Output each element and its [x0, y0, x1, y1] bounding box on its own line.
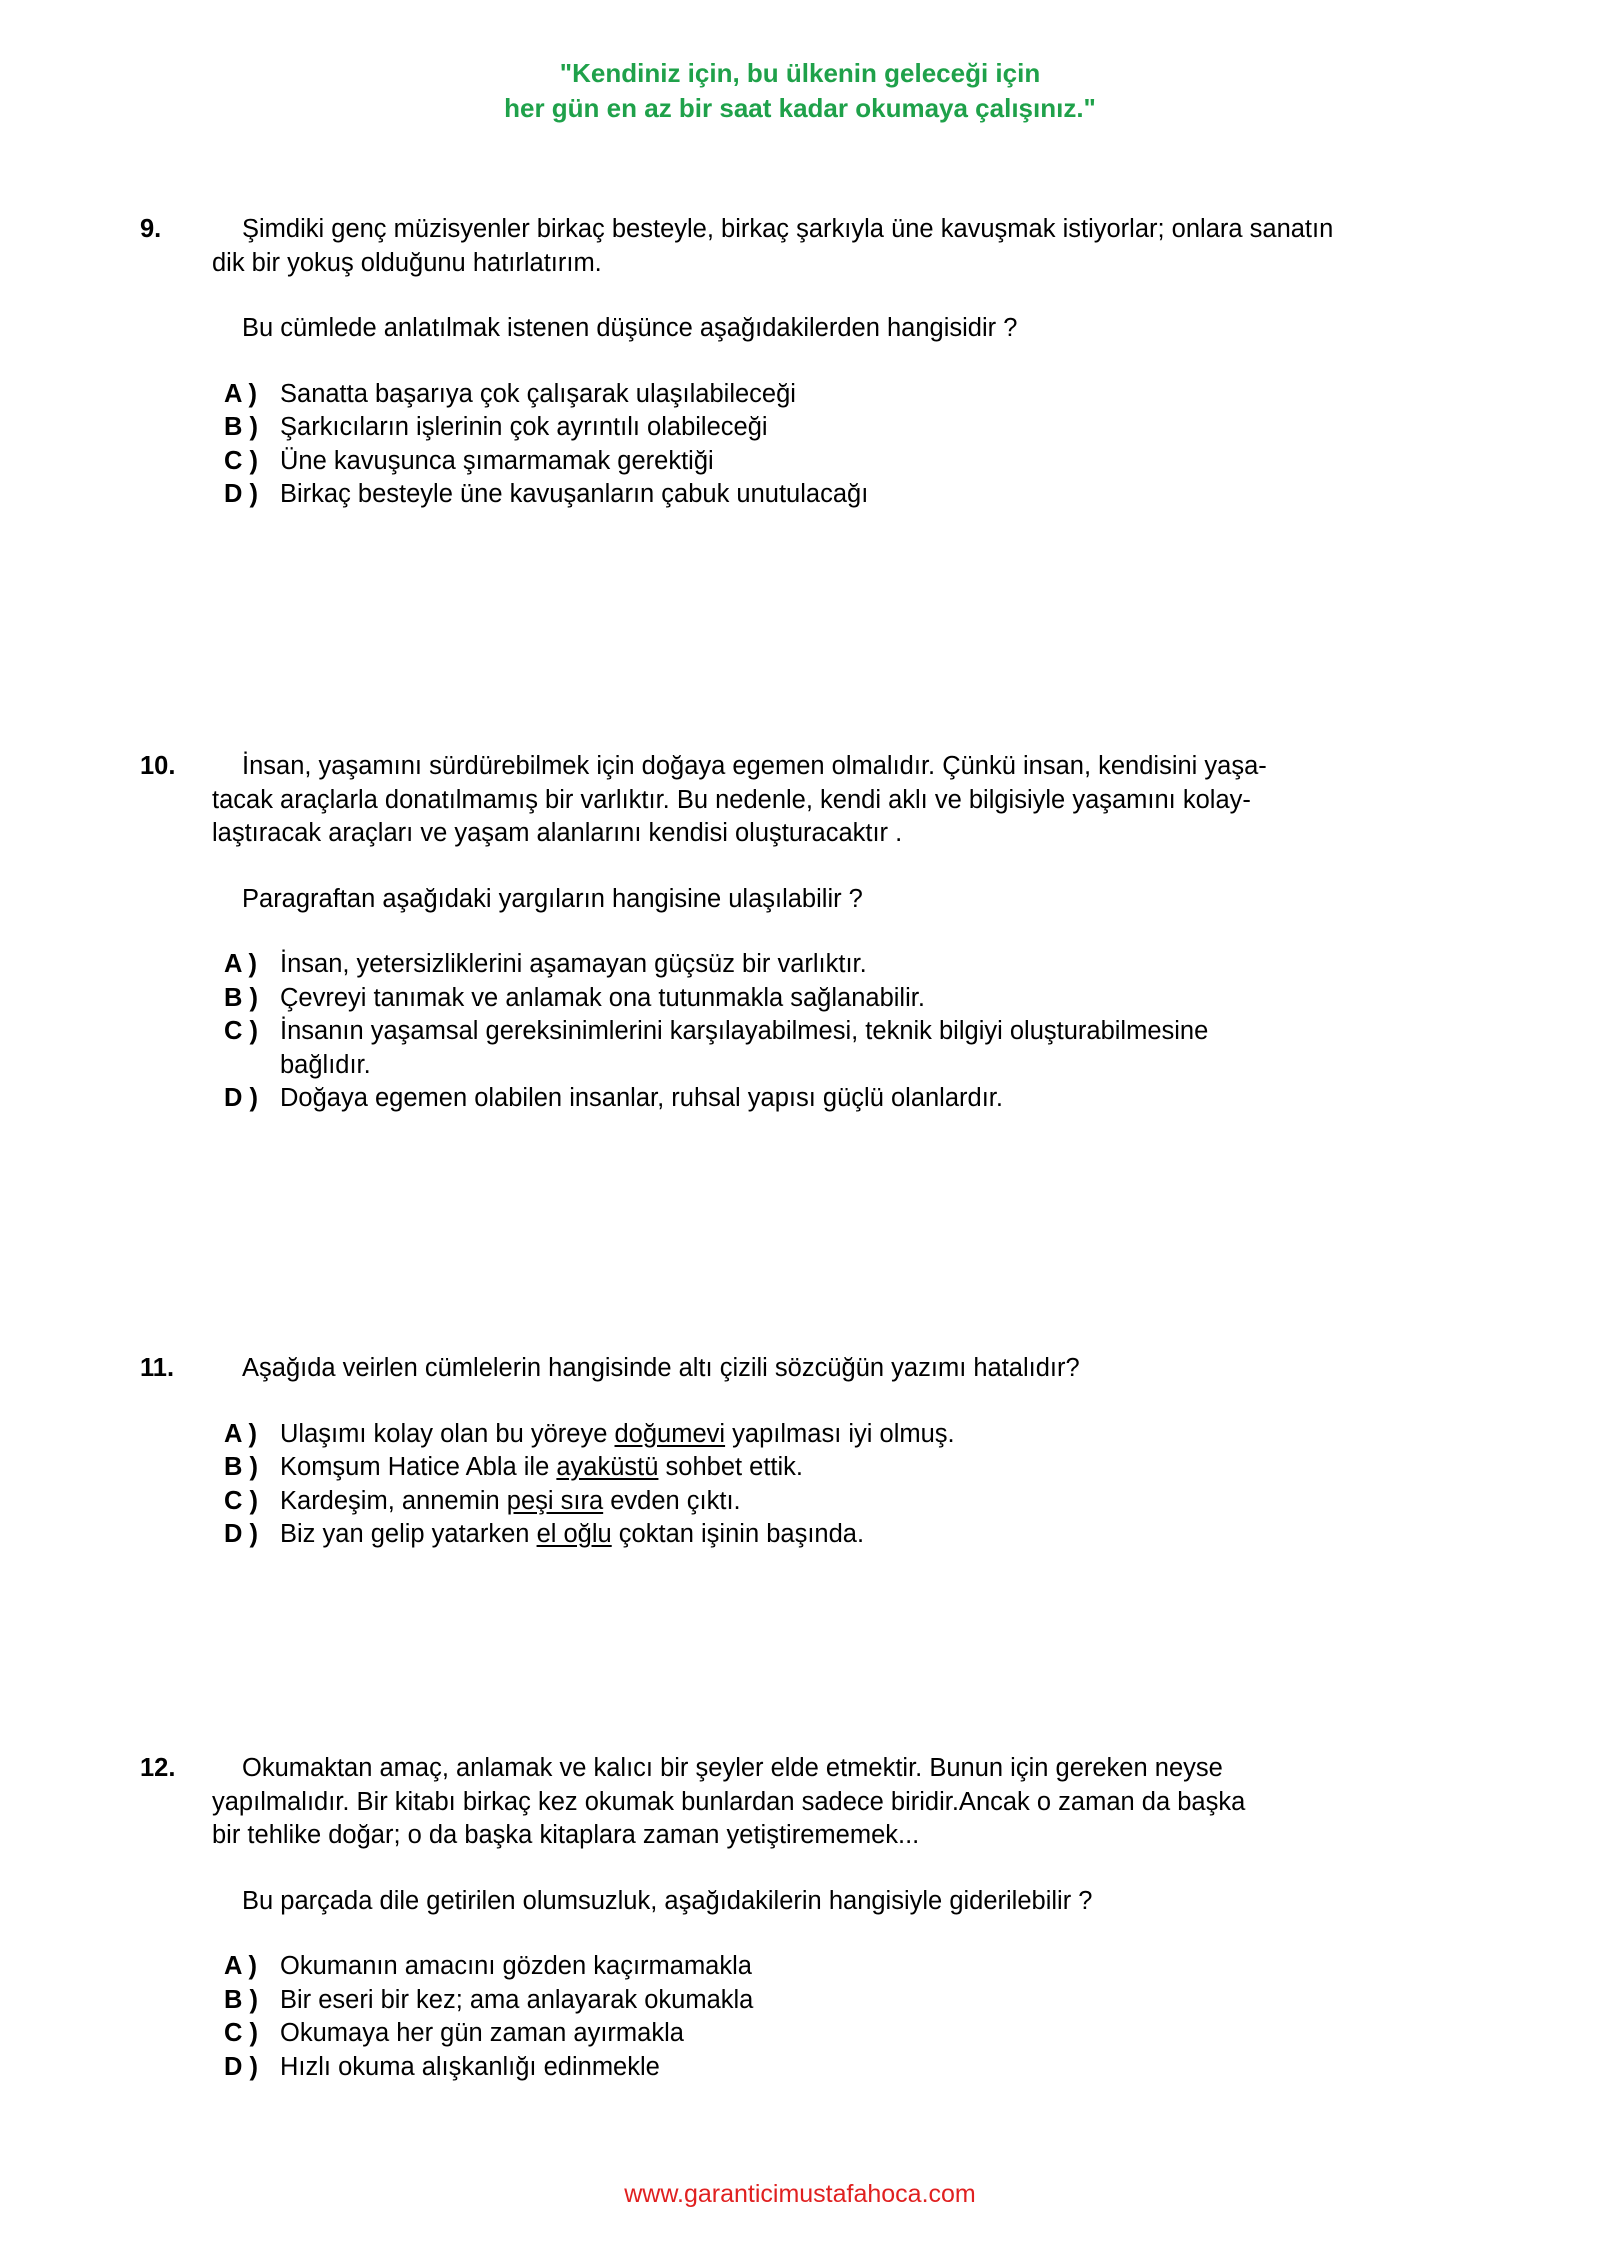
options-list — [224, 1418, 1340, 1552]
option-letter: D ) — [224, 480, 258, 508]
underlined-word: el oğlu — [536, 1520, 612, 1548]
option-letter: C ) — [224, 446, 258, 475]
option-text — [280, 1418, 1340, 1452]
option-c[interactable] — [224, 445, 1340, 479]
option-letter: A ) — [224, 379, 258, 408]
option-letter: C ) — [224, 2019, 258, 2047]
option-letter: A ) — [224, 950, 258, 978]
question-11 — [140, 1352, 1340, 1552]
stem-line: İnsan, yaşamını sürdürebilmek için doğaya egemen olmalıdır. Çünkü insan, kendisini yaşa- — [242, 752, 1267, 780]
option-a[interactable] — [224, 378, 1340, 412]
stem-line: bir tehlike doğar; o da başka kitaplara zaman yetiştirememek... — [212, 1821, 920, 1849]
stem-line: tacak araçlarla donatılmamış bir varlıktır. Bu nedenle, kendi aklı ve bilgisiyle yaşamını kolay- — [212, 785, 1251, 814]
option-letter: D ) — [224, 1520, 258, 1548]
option-letter: B ) — [224, 983, 258, 1012]
option-text-before: Kardeşim, annemin — [280, 1486, 507, 1515]
option-text-after: evden çıktı. — [603, 1486, 741, 1515]
option-text: Birkaç besteyle üne kavuşanların çabuk unutulacağı — [280, 480, 869, 508]
options-list — [224, 1950, 1340, 2084]
option-text — [280, 1518, 1340, 1552]
option-a[interactable] — [224, 1418, 1340, 1452]
option-text-after: sohbet ettik. — [658, 1453, 804, 1481]
underlined-word: doğumevi — [614, 1419, 726, 1448]
option-text: Sanatta başarıya çok çalışarak ulaşılabileceği — [280, 379, 796, 408]
option-letter: A ) — [224, 1952, 258, 1980]
option-letter: C ) — [224, 1486, 258, 1515]
option-letter: B ) — [224, 1453, 258, 1481]
question-9 — [140, 213, 1340, 512]
option-text: Doğaya egemen olabilen insanlar, ruhsal yapısı güçlü olanlardır. — [280, 1084, 1003, 1112]
question-prompt: Bu parçada dile getirilen olumsuzluk, aşağıdakilerin hangisiyle giderilebilir ? — [242, 1886, 1093, 1915]
option-text-after: yapılması iyi olmuş. — [725, 1419, 955, 1448]
question-number: 11. — [140, 1354, 175, 1382]
option-text: Şarkıcıların işlerinin çok ayrıntılı olabileceği — [280, 413, 768, 441]
option-a[interactable] — [224, 948, 1264, 982]
stem-line: yapılmalıdır. Bir kitabı birkaç kez okumak bunlardan sadece biridir.Ancak o zaman da başka — [212, 1787, 1246, 1816]
option-text: Hızlı okuma alışkanlığı edinmekle — [280, 2052, 660, 2081]
option-letter: B ) — [224, 1985, 258, 2014]
question-stem: Şimdiki genç müzisyenler birkaç besteyle, birkaç şarkıyla üne kavuşmak istiyorlar; onlara sanatın dik bir yokuş olduğunu hatırlatırım. — [212, 215, 1334, 277]
underlined-word: ayaküstü — [556, 1453, 659, 1481]
option-a[interactable] — [224, 1950, 1340, 1984]
option-text-before: Ulaşımı kolay olan bu yöreye — [280, 1419, 615, 1448]
option-c[interactable] — [224, 1015, 1264, 1082]
option-letter: D ) — [224, 1084, 258, 1112]
option-text-after: çoktan işinin başında. — [611, 1520, 865, 1548]
option-letter: A ) — [224, 1419, 258, 1448]
option-text: Üne kavuşunca şımarmamak gerektiği — [280, 446, 714, 475]
option-d[interactable] — [224, 2051, 1340, 2085]
options-list — [224, 948, 1264, 1116]
option-letter: B ) — [224, 413, 258, 441]
stem-line: laştıracak araçları ve yaşam alanlarını kendisi oluşturacaktır . — [212, 819, 903, 847]
question-stem — [212, 1752, 1340, 1853]
question-10 — [140, 750, 1340, 1116]
question-stem — [212, 750, 1340, 851]
option-c[interactable] — [224, 1485, 1340, 1519]
stem-line: Okumaktan amaç, anlamak ve kalıcı bir şeyler elde etmektir. Bunun için gereken neyse — [242, 1754, 1223, 1782]
option-text: Okumanın amacını gözden kaçırmamakla — [280, 1952, 752, 1980]
motto-line-2: her gün en az bir saat kadar okumaya çalışınız." — [504, 93, 1096, 123]
option-text: Okumaya her gün zaman ayırmakla — [280, 2019, 684, 2047]
question-stem: Aşağıda veirlen cümlelerin hangisinde altı çizili sözcüğün yazımı hatalıdır? — [242, 1354, 1080, 1382]
question-12 — [140, 1752, 1340, 2084]
motto-header — [0, 56, 1600, 126]
motto-line-1: "Kendiniz için, bu ülkenin geleceği için — [559, 58, 1041, 88]
question-number: 12. — [140, 1754, 176, 1782]
website-link[interactable]: www.garanticimustafahoca.com — [624, 2180, 976, 2208]
option-b[interactable] — [224, 411, 1340, 445]
option-b[interactable] — [224, 1984, 1340, 2018]
underlined-word: peşi sıra — [506, 1486, 604, 1515]
options-list — [224, 378, 1340, 512]
option-d[interactable] — [224, 478, 1340, 512]
question-prompt: Bu cümlede anlatılmak istenen düşünce aşağıdakilerden hangisidir ? — [242, 314, 1018, 342]
question-number: 10. — [140, 752, 176, 780]
option-text-before: Biz yan gelip yatarken — [280, 1520, 537, 1548]
question-number: 9. — [140, 215, 162, 243]
option-b[interactable] — [224, 982, 1264, 1016]
option-b[interactable] — [224, 1451, 1340, 1485]
option-text: Çevreyi tanımak ve anlamak ona tutunmakla sağlanabilir. — [280, 983, 925, 1012]
option-text: İnsanın yaşamsal gereksinimlerini karşılayabilmesi, teknik bilgiyi oluşturabilmesine bağlıdır. — [280, 1017, 1209, 1079]
option-text-before: Komşum Hatice Abla ile — [280, 1453, 557, 1481]
option-c[interactable] — [224, 2017, 1340, 2051]
option-text: İnsan, yetersizliklerini aşamayan güçsüz bir varlıktır. — [280, 950, 867, 978]
option-d[interactable] — [224, 1082, 1264, 1116]
option-d[interactable] — [224, 1518, 1340, 1552]
question-prompt: Paragraftan aşağıdaki yargıların hangisine ulaşılabilir ? — [242, 884, 863, 913]
option-letter: D ) — [224, 2052, 258, 2081]
option-text: Bir eseri bir kez; ama anlayarak okumakla — [280, 1985, 754, 2014]
option-text — [280, 1451, 1340, 1485]
option-letter: C ) — [224, 1017, 258, 1045]
option-text — [280, 1485, 1340, 1519]
